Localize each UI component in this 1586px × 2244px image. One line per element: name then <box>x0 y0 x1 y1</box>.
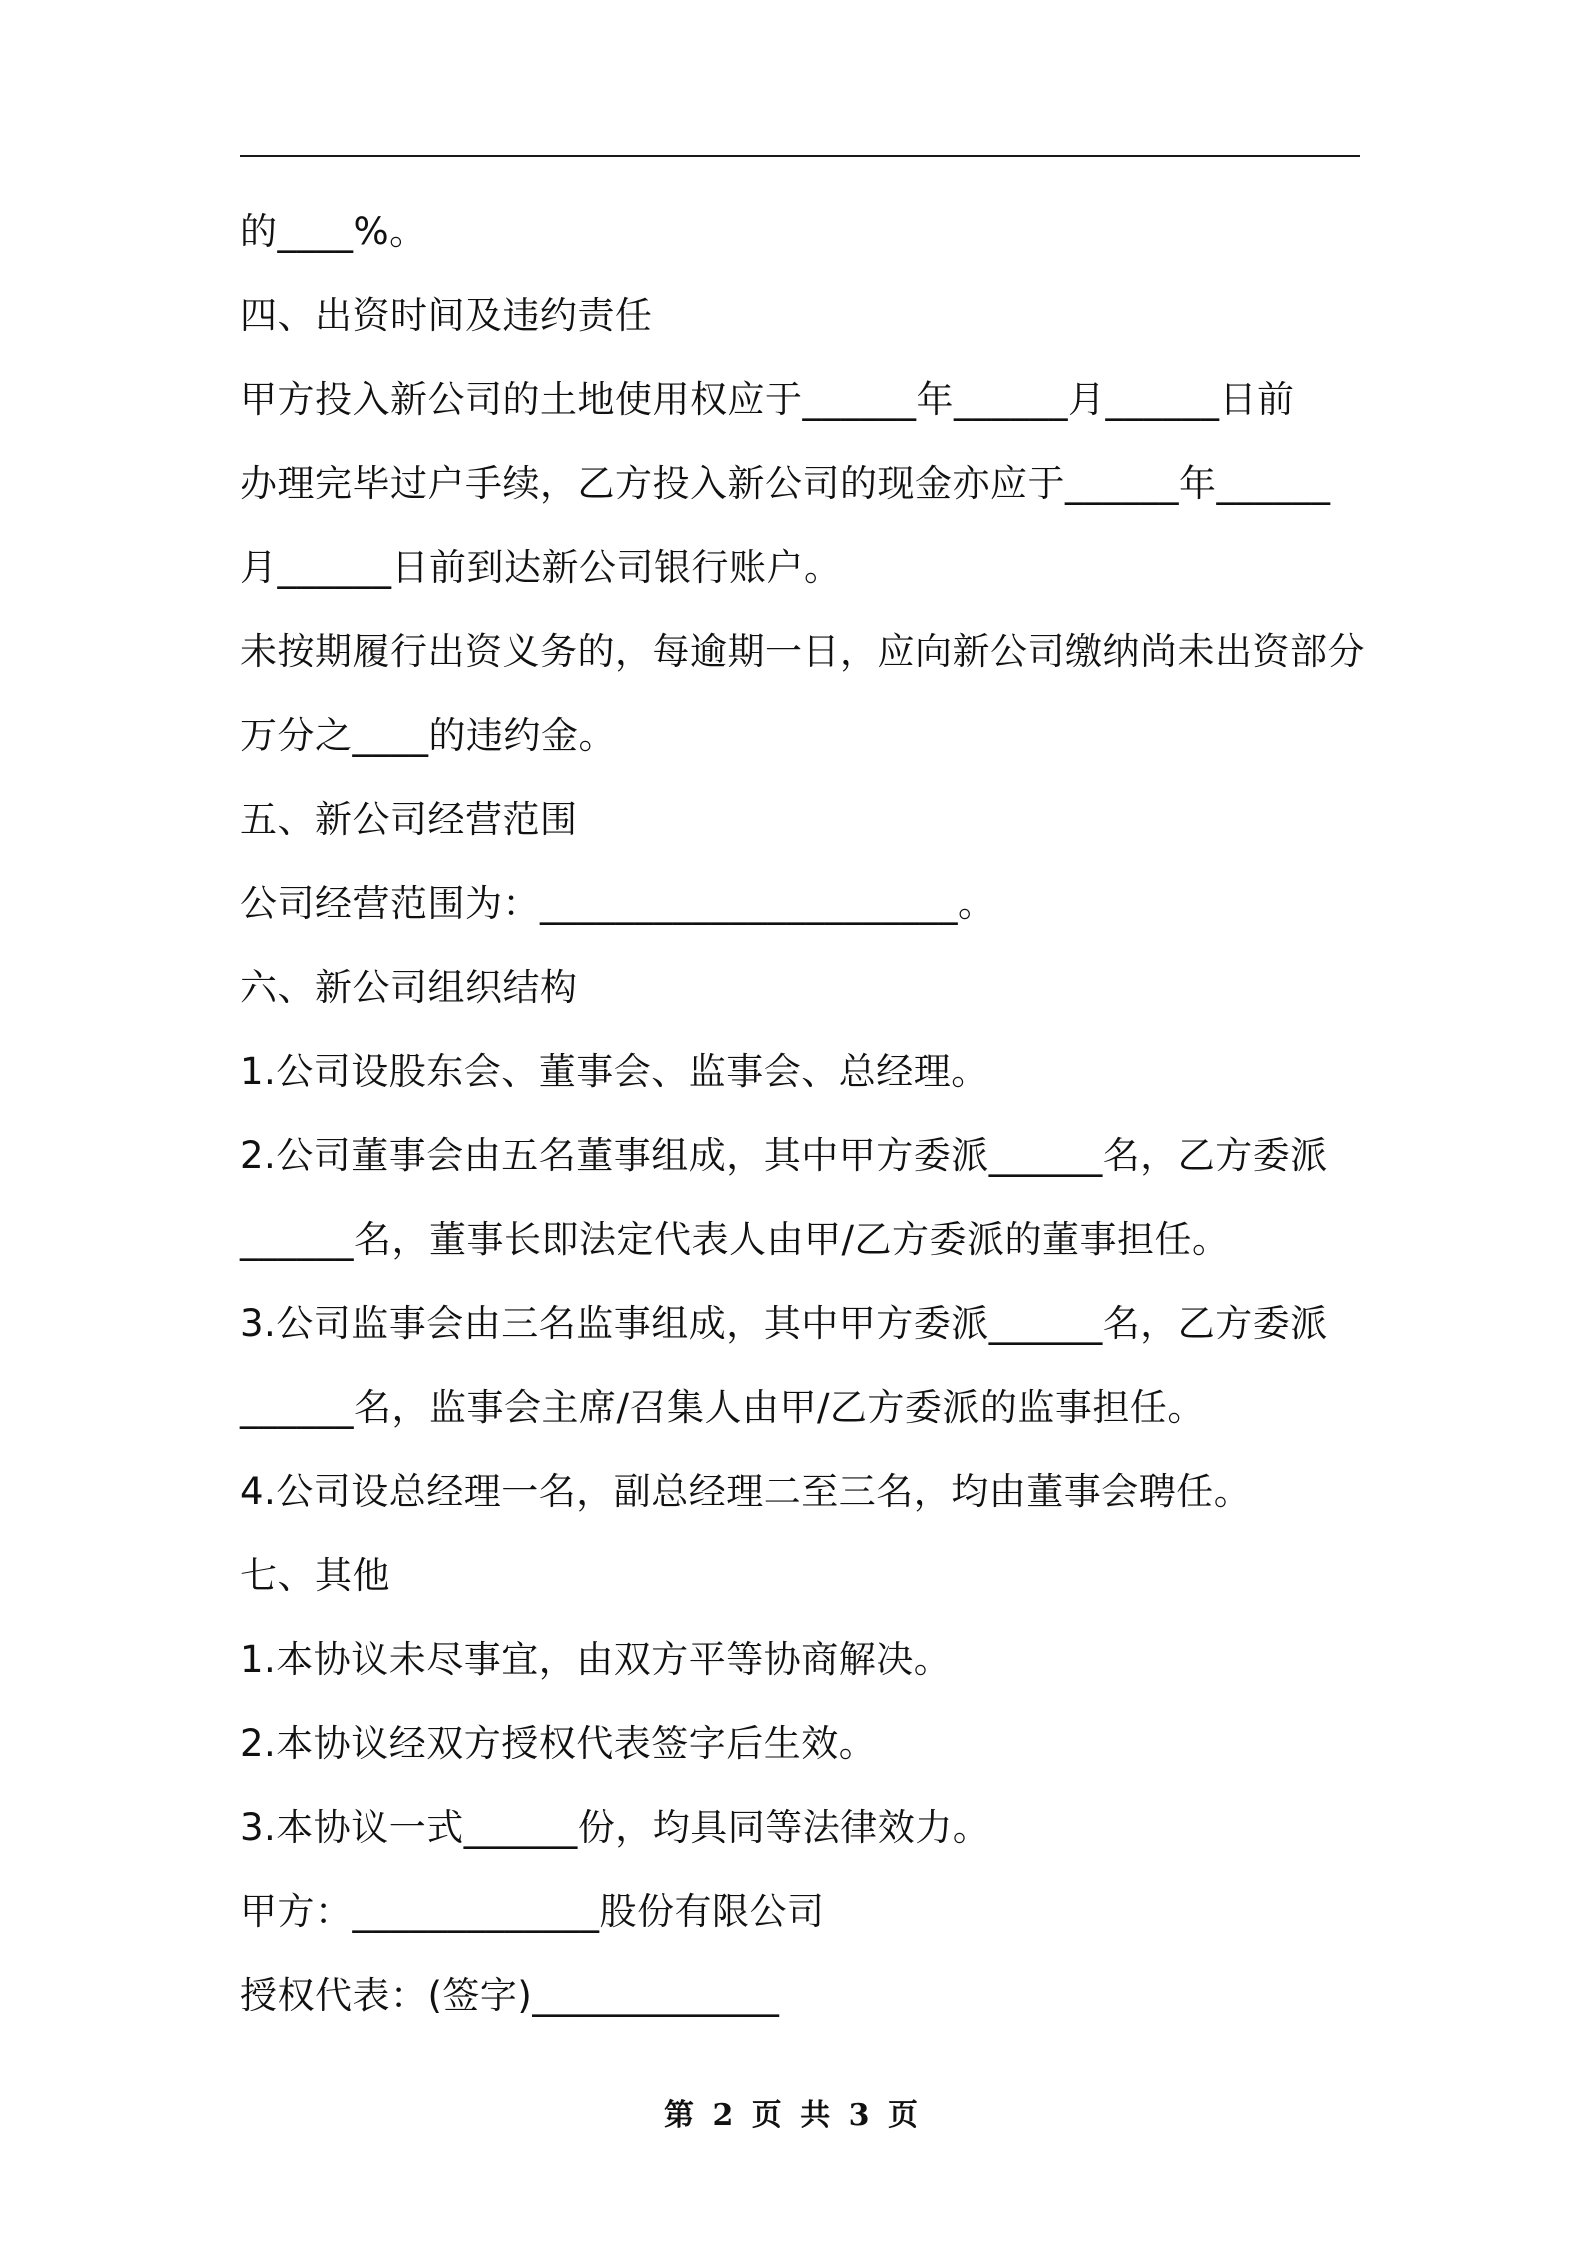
text-line: 4.公司设总经理一名，副总经理二至三名，均由董事会聘任。 <box>240 1470 1252 1513</box>
section-heading-7: 七、其他 <box>240 1554 390 1597</box>
text-line: 办理完毕过户手续，乙方投入新公司的现金亦应于______年______ <box>240 462 1331 505</box>
section-heading-5: 五、新公司经营范围 <box>240 798 578 841</box>
section-heading-4: 四、出资时间及违约责任 <box>240 294 653 337</box>
text-line: 3.公司监事会由三名监事组成，其中甲方委派______名，乙方委派 <box>240 1302 1328 1345</box>
party-a-line: 甲方：_____________股份有限公司 <box>240 1890 825 1933</box>
text-line: 甲方投入新公司的土地使用权应于______年______月______日前 <box>240 378 1295 421</box>
text-line: 未按期履行出资义务的，每逾期一日，应向新公司缴纳尚未出资部分 <box>240 630 1365 673</box>
section-heading-6: 六、新公司组织结构 <box>240 966 578 1009</box>
text-line: ______名，董事长即法定代表人由甲/乙方委派的董事担任。 <box>240 1218 1230 1261</box>
text-line: ______名，监事会主席/召集人由甲/乙方委派的监事担任。 <box>240 1386 1205 1429</box>
text-line: 月______日前到达新公司银行账户。 <box>240 546 842 589</box>
text-line: 万分之____的违约金。 <box>240 714 616 757</box>
text-line: 的____%。 <box>240 210 427 253</box>
text-line: 2.本协议经双方授权代表签字后生效。 <box>240 1722 877 1765</box>
text-line: 1.本协议未尽事宜，由双方平等协商解决。 <box>240 1638 952 1681</box>
page-number: 第 2 页 共 3 页 <box>664 2098 922 2133</box>
signature-line: 授权代表：(签字)_____________ <box>240 1974 780 2017</box>
text-line: 公司经营范围为：______________________。 <box>240 882 996 925</box>
header-rule <box>240 155 1360 157</box>
text-line: 3.本协议一式______份，均具同等法律效力。 <box>240 1806 991 1849</box>
text-line: 1.公司设股东会、董事会、监事会、总经理。 <box>240 1050 989 1093</box>
text-line: 2.公司董事会由五名董事组成，其中甲方委派______名，乙方委派 <box>240 1134 1328 1177</box>
document-body <box>240 190 1375 2038</box>
